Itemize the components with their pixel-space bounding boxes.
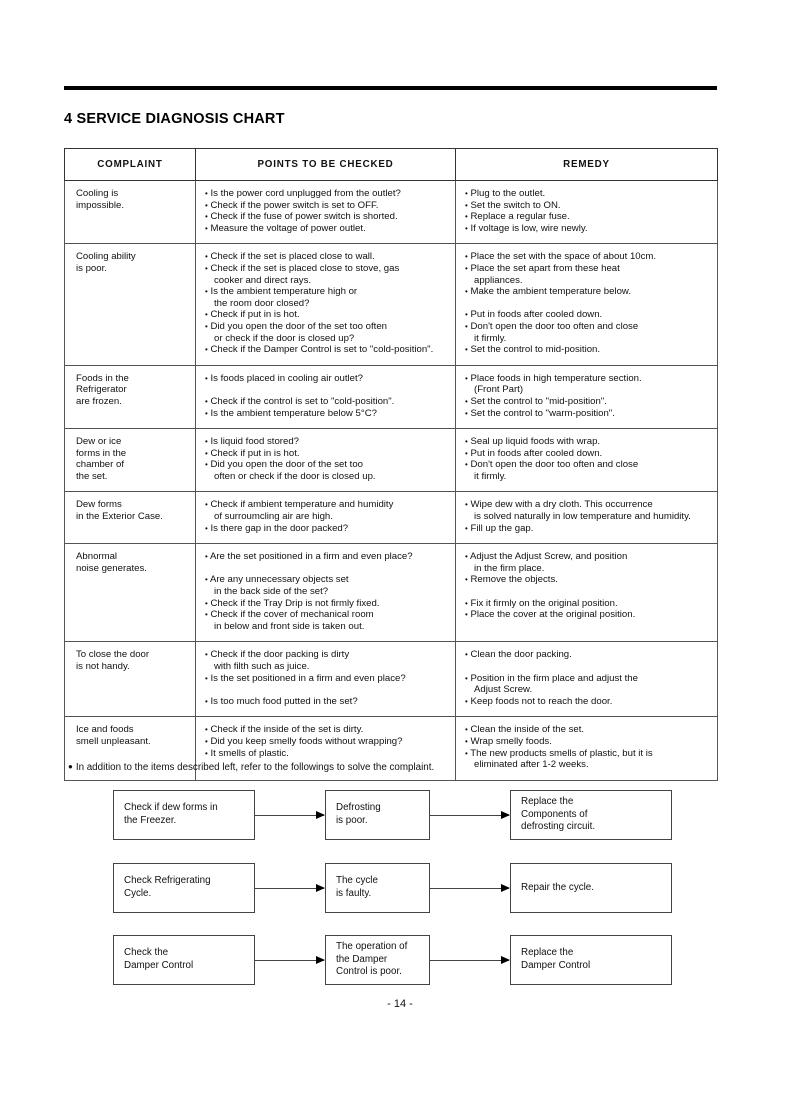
flow-box-cause-1: Check if dew forms in the Freezer. xyxy=(113,790,255,840)
flow-box-action-3: Replace the Damper Control xyxy=(510,935,672,985)
bullet-dot-icon: ● xyxy=(68,762,73,771)
cell-points-to-be-checked: • Check if the inside of the set is dirty. • Did you keep smelly foods without wrapping? • It smells of plastic. xyxy=(196,717,456,780)
cell-points-to-be-checked: • Is liquid food stored? • Check if put in is hot. • Did you open the door of the set too often or check if the door is closed up. xyxy=(196,429,456,492)
cell-remedy: • Adjust the Adjust Screw, and position in the firm place. • Remove the objects. • Fix it firmly on the original position. • Place the cover at the original position. xyxy=(456,544,718,642)
flow-box-action-2: Repair the cycle. xyxy=(510,863,672,913)
cell-complaint: Foods in the Refrigerator are frozen. xyxy=(65,365,196,428)
cell-remedy: • Plug to the outlet. • Set the switch to ON. • Replace a regular fuse. • If voltage is low, wire newly. xyxy=(456,181,718,244)
flow-arrow-icon-2b xyxy=(430,888,509,889)
cell-remedy: • Place foods in high temperature section. (Front Part) • Set the control to "mid-position". • Set the control to "warm-position". xyxy=(456,365,718,428)
flow-box-action-1: Replace the Components of defrosting circuit. xyxy=(510,790,672,840)
cell-remedy: • Place the set with the space of about 10cm. • Place the set apart from these heat appliances. • Make the ambient temperature below. • Put in foods after cooled down. • Don't open the door too often and close it firmly. • Set the control to mid-position. xyxy=(456,244,718,365)
column-header-complaint: COMPLAINT xyxy=(65,149,196,181)
cell-complaint: To close the door is not handy. xyxy=(65,642,196,717)
cell-remedy: • Clean the door packing. • Position in the firm place and adjust the Adjust Screw. • Keep foods not to reach the door. xyxy=(456,642,718,717)
cell-complaint: Cooling is impossible. xyxy=(65,181,196,244)
flow-box-cause-3: Check the Damper Control xyxy=(113,935,255,985)
cell-complaint: Ice and foods smell unpleasant. xyxy=(65,717,196,780)
cell-complaint: Dew forms in the Exterior Case. xyxy=(65,492,196,544)
page-title: 4 SERVICE DIAGNOSIS CHART xyxy=(64,111,285,127)
cell-remedy: • Seal up liquid foods with wrap. • Put in foods after cooled down. • Don't open the door too often and close it firmly. xyxy=(456,429,718,492)
flow-box-cause-2: Check Refrigerating Cycle. xyxy=(113,863,255,913)
cell-points-to-be-checked: • Is foods placed in cooling air outlet? • Check if the control is set to "cold-position". • Is the ambient temperature below 5°C? xyxy=(196,365,456,428)
flow-arrow-icon-2a xyxy=(255,888,324,889)
cell-remedy: • Clean the inside of the set. • Wrap smelly foods. • The new products smells of plastic, but it is eliminated after 1-2 weeks. xyxy=(456,717,718,780)
flow-arrow-icon-3b xyxy=(430,960,509,961)
cell-complaint: Abnormal noise generates. xyxy=(65,544,196,642)
cell-remedy: • Wipe dew with a dry cloth. This occurrence is solved naturally in low temperature and humidity. • Fill up the gap. xyxy=(456,492,718,544)
flow-box-symptom-2: The cycle is faulty. xyxy=(325,863,430,913)
cell-complaint: Dew or ice forms in the chamber of the set. xyxy=(65,429,196,492)
column-header-points: POINTS TO BE CHECKED xyxy=(196,149,456,181)
cell-points-to-be-checked: • Check if ambient temperature and humidity of surroumcling air are high. • Is there gap in the door packed? xyxy=(196,492,456,544)
column-header-remedy: REMEDY xyxy=(456,149,718,181)
page-number: - 14 - xyxy=(387,998,413,1010)
flow-box-symptom-3: The operation of the Damper Control is poor. xyxy=(325,935,430,985)
cell-points-to-be-checked: • Are the set positioned in a firm and even place? • Are any unnecessary objects set in the back side of the set? • Check if the Tray Drip is not firmly fixed. • Check if the cover of mechanical room in below and front side is taken out. xyxy=(196,544,456,642)
cell-complaint: Cooling ability is poor. xyxy=(65,244,196,365)
flow-box-symptom-1: Defrosting is poor. xyxy=(325,790,430,840)
flow-arrow-icon-1a xyxy=(255,815,324,816)
cell-points-to-be-checked: • Check if the set is placed close to wall. • Check if the set is placed close to stove, gas cooker and direct rays. • Is the ambient temperature high or the room door closed? • Check if put in is hot. • Did you open the door of the set too often or check if the door is closed up? • Check if the Damper Control is set to "cold-position". xyxy=(196,244,456,365)
note-text: In addition to the items described left, refer to the followings to solve the complaint. xyxy=(75,762,435,773)
cell-points-to-be-checked: • Check if the door packing is dirty with filth such as juice. • Is the set positioned in a firm and even place? • Is too much food putted in the set? xyxy=(196,642,456,717)
cell-points-to-be-checked: • Is the power cord unplugged from the outlet? • Check if the power switch is set to OFF. • Check if the fuse of power switch is shorted. • Measure the voltage of power outlet. xyxy=(196,181,456,244)
flow-arrow-icon-1b xyxy=(430,815,509,816)
flow-arrow-icon-3a xyxy=(255,960,324,961)
